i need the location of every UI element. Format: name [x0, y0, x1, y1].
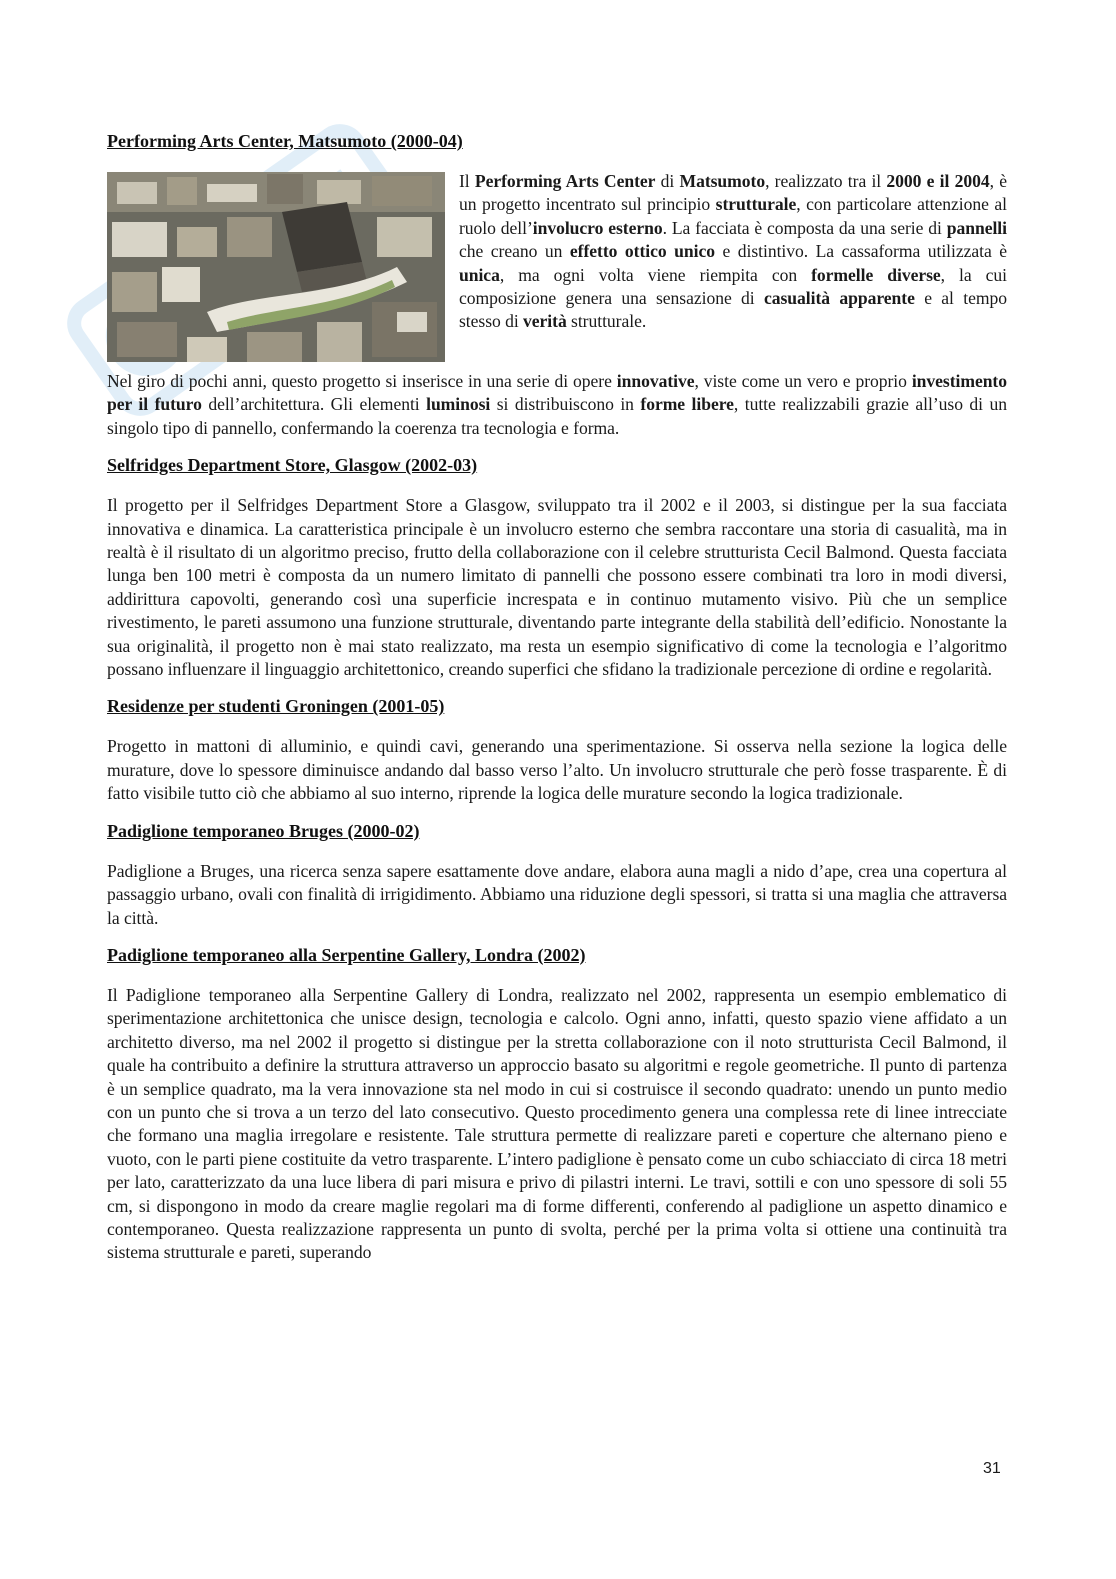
groningen-paragraph: Progetto in mattoni di alluminio, e quindi cavi, generando una sperimentazione. Si osserva nella sezione la logica delle murature, dove lo spessore diminuisce andando dal basso verso l’alto. Un involucro strutturale che però fosse trasparente. È di fatto visibile tutto ciò che abbiamo al suo interno, riprende la logica delle murature secondo la logica tradizionale. [107, 736, 1007, 804]
text-run: , è un progetto incentrato sul principio [459, 171, 1007, 215]
document-page [107, 130, 1007, 1279]
section-title-bruges: Padiglione temporaneo Bruges (2000-02) [107, 820, 420, 841]
section-title-groningen: Residenze per studenti Groningen (2001-05) [107, 696, 445, 717]
bold-run: effetto ottico unico [569, 241, 715, 262]
section-title-serpentine: Padiglione temporaneo alla Serpentine Gallery, Londra (2002) [107, 944, 586, 965]
bold-run: involucro esterno [532, 217, 663, 238]
text-run: , la cui composizione genera una sensazione di [459, 264, 1008, 309]
text-run: , realizzato tra il [765, 171, 887, 191]
text-run: dell’architettura. Gli elementi [201, 394, 427, 415]
text-run: strutturale. [566, 311, 647, 332]
bold-run: unica [459, 264, 500, 285]
page-number: 31 [983, 1460, 1001, 1477]
bold-run: 2000 e il 2004 [886, 171, 990, 191]
section-title-selfridges: Selfridges Department Store, Glasgow (2002-03) [107, 455, 478, 476]
text-run: , con particolare attenzione al ruolo dell’ [459, 194, 1008, 238]
bold-run: investimento per il futuro [107, 371, 1007, 415]
bold-run: luminosi [426, 394, 491, 415]
bold-run: Matsumoto [679, 171, 766, 191]
section-title-matsumoto: Performing Arts Center, Matsumoto (2000-04) [107, 131, 463, 151]
text-run: e al tempo stesso di [459, 288, 1007, 332]
text-run: . La facciata è composta da una serie di [662, 217, 947, 238]
bruges-paragraph: Padiglione a Bruges, una ricerca senza sapere esattamente dove andare, elabora auna magli a nido d’ape, crea una copertura al passaggio urbano, ovali con finalità di irrigidimento. Abbiamo una riduzione degli spessori, si tratta si una maglia che attraversa la città. [107, 860, 1007, 928]
bold-run: pannelli [946, 217, 1007, 238]
text-run: Nel giro di pochi anni, questo progetto si inserisce in una serie di opere [107, 371, 617, 391]
text-run: , tutte realizzabili grazie all’uso di un singolo tipo di pannello, confermando la coerenza tra tecnologia e forma. [107, 394, 1007, 438]
matsumoto-follow-paragraph [107, 370, 1007, 440]
serpentine-paragraph: Il Padiglione temporaneo alla Serpentine Gallery di Londra, realizzato nel 2002, rappresenta un esempio emblematico di sperimentazione architettonica che unisce design, tecnologia e calcolo. Ogni anno, infatti, questo spazio viene affidato a un architetto diverso, ma nel 2002 il progetto si distingue per la stretta collaborazione con il noto strutturista Cecil Balmond, il quale ha contribuito a definire la struttura attraverso un approccio basato su algoritmi e regole geometriche. Il punto di partenza è un semplice quadrato, ma la vera innovazione sta nel modo in cui si costruisce il secondo quadrato: unendo un punto medio con un punto che si trova a un terzo del lato consecutivo. Questo procedimento genera una complessa rete di linee intrecciate che formano una maglia irregolare e resistente. Tale struttura permette di realizzare pareti e coperture che alternano pieno e vuoto, con le parti piene costituite da vetro trasparente. L’intero padiglione è pensato come un cubo schiacciato di circa 18 metri per lato, caratterizzato da una luce libera di pari misura e privo di pilastri interni. Le travi, sottili e con uno spessore di soli 55 cm, si dispongono in modo da creare maglie regolari ma di forme differenti, conferendo al padiglione un aspetto dinamico e contemporaneo. Questa realizzazione rappresenta un punto di svolta, perché per la prima volta si ottiene una continuità tra sistema strutturale e pareti, superando [107, 984, 1007, 1263]
selfridges-paragraph: Il progetto per il Selfridges Department Store a Glasgow, sviluppato tra il 2002 e il 2003, si distingue per la sua facciata innovativa e dinamica. La caratteristica principale è un involucro esterno che sembra raccontare una storia di casualità, ma in realtà è il risultato di un algoritmo preciso, frutto della collaborazione con il celebre strutturista Cecil Balmond. Questa facciata lunga ben 100 metri è composta da un numero limitato di pannelli che possono essere combinati tra loro in modi diversi, addirittura capovolti, generando così una superficie increspata e in continuo mutamento visivo. Più che un semplice rivestimento, le pareti assumono una funzione strutturale, diventando parte integrante della stabilità dell’edificio. Nonostante la sua originalità, il progetto non è mai stato realizzato, ma resta un esempio significativo di come la tecnologia e l’algoritmo possano influenzare il linguaggio architettonico, creando superfici che sfidano la tradizionale percezione di ordine e regolarità. [107, 495, 1007, 680]
text-run: Il [459, 171, 475, 191]
bold-run: verità [523, 311, 567, 332]
city-aerial-image-icon [107, 172, 445, 362]
bold-run: casualità apparente [764, 288, 915, 309]
text-run: e distintivo. La cassaforma utilizzata è [714, 241, 1007, 262]
text-run: , viste come un vero e proprio [694, 371, 912, 391]
text-run: che creano un [459, 241, 570, 262]
text-run: di [655, 171, 680, 191]
text-run: , ma ogni volta viene riempita con [499, 264, 812, 285]
bold-run: strutturale [715, 194, 797, 215]
bold-run: forme libere [640, 394, 734, 415]
bold-run: innovative [616, 371, 695, 391]
matsumoto-aerial-photo [107, 172, 445, 362]
matsumoto-intro-paragraph [459, 170, 1007, 362]
bold-run: formelle diverse [811, 264, 941, 285]
matsumoto-intro [107, 170, 1007, 362]
text-run: si distribuiscono in [490, 394, 641, 415]
bold-run: Performing Arts Center [474, 171, 656, 191]
